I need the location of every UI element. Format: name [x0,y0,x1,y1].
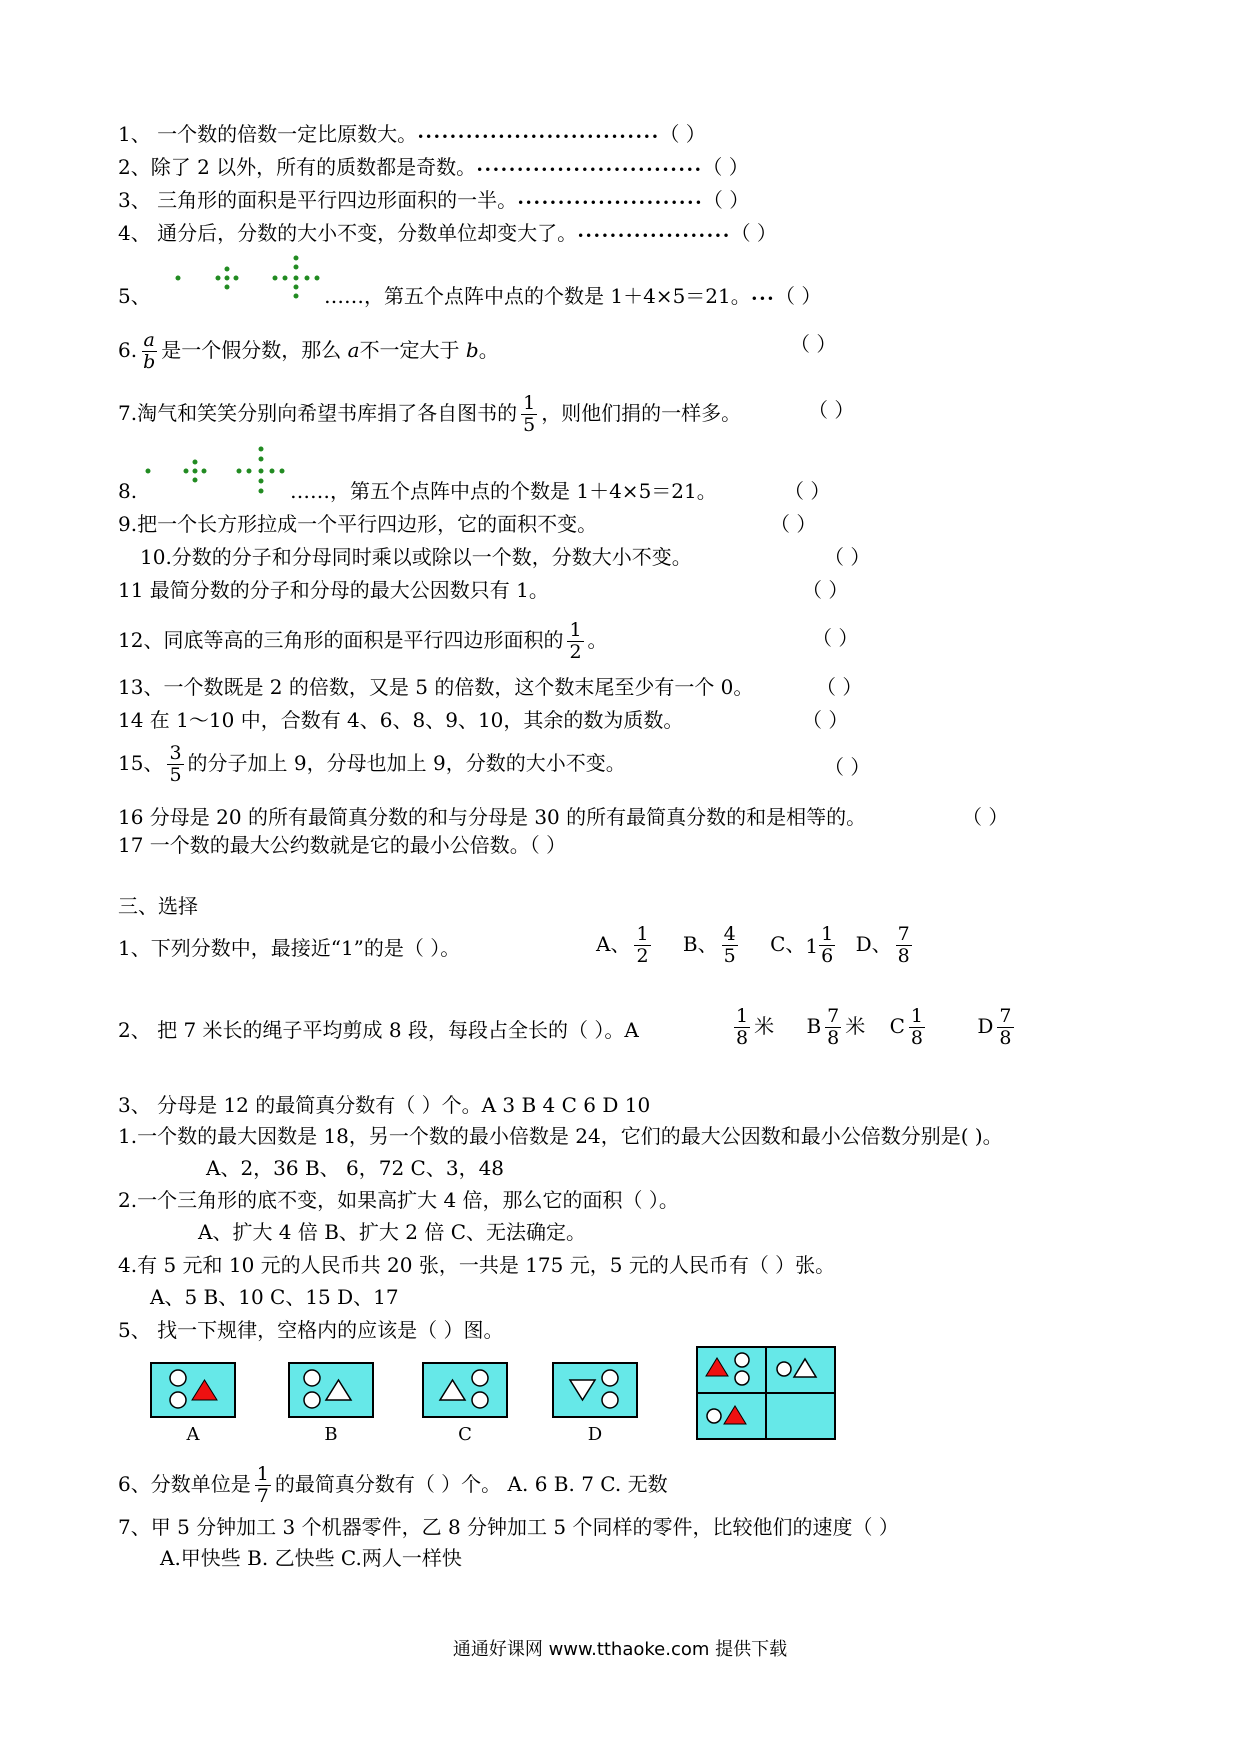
judge-q13-paren: （ ） [816,675,863,699]
pattern-label-a: A [186,1424,200,1445]
pattern-option-c [422,1362,508,1418]
judge-q12: 12、同底等高的三角形的面积是平行四边形面积的 $\frac{1}{2}$ 。 [118,619,608,663]
judge-q12-paren: （ ） [812,626,859,650]
judge-q10: 10.分数的分子和分母同时乘以或除以一个数，分数大小不变。 [140,545,692,569]
judge-q14-paren: （ ） [802,708,849,732]
judge-q4: 4、 通分后，分数的大小不变，分数单位却变大了。•••••••••••••••••••（ ） [118,221,777,245]
choice-d4: 4.有 5 元和 10 元的人民币共 20 张，一共是 175 元，5 元的人民币有（ ）张。 [118,1253,836,1277]
choice-q3: 3、 分母是 12 的最简真分数有（ ）个。A 3 B 4 C 6 D 10 [118,1093,651,1117]
judge-q11-paren: （ ） [802,578,849,602]
judge-q17: 17 一个数的最大公约数就是它的最小公倍数。（ ） [118,833,567,857]
judge-q6-paren: （ ） [790,332,837,356]
section-heading-choice: 三、选择 [118,894,198,918]
judge-q6: 6. $\frac{a}{b}$ 是一个假分数，那么 a不一定大于 b。 [118,329,499,373]
judge-q16: 16 分母是 20 的所有最简真分数的和与分母是 30 的所有最简真分数的和是相等的。 [118,805,867,829]
pattern-option-a [150,1362,236,1418]
judge-q15: 15、 $\frac{3}{5}$ 的分子加上 9，分母也加上 9，分数的大小不变。 [118,742,626,786]
choice-d1-options: A、2，36 B、 6，72 C、3，48 [206,1156,505,1180]
judge-q13: 13、一个数既是 2 的倍数，又是 5 的倍数，这个数末尾至少有一个 0。 [118,675,754,699]
dot-pattern-q5 [165,252,325,304]
choice-q2-options: $\frac{1}{8}$ 米 B $\frac{7}{8}$ 米 C $\frac{1}{8}$ D $\frac{7}{8}$ [736,1005,1012,1049]
choice-d2-options: A、扩大 4 倍 B、扩大 2 倍 C、无法确定。 [198,1220,587,1244]
judge-q9-paren: （ ） [770,512,817,536]
choice-d7-options: A.甲快些 B. 乙快些 C.两人一样快 [160,1546,462,1570]
judge-q8: ……，第五个点阵中点的个数是 1＋4×5＝21。 [290,479,717,503]
choice-q1-options: A、 $\frac{1}{2}$ B、 $\frac{4}{5}$ C、 1 $\frac{1}{6}$ D、 $\frac{7}{8}$ [596,923,910,967]
judge-q3: 3、 三角形的面积是平行四边形面积的一半。•••••••••••••••••••••••（ ） [118,188,750,212]
choice-d2: 2.一个三角形的底不变，如果高扩大 4 倍，那么它的面积（ ）。 [118,1188,679,1212]
choice-q2: 2、 把 7 米长的绳子平均剪成 8 段，每段占全长的（ ）。A [118,1018,639,1042]
judge-q8-number: 8. [118,479,138,503]
dot-pattern-q8 [135,445,295,497]
judge-q14: 14 在 1～10 中，合数有 4、6、8、9、10，其余的数为质数。 [118,708,684,732]
pattern-option-d [552,1362,638,1418]
judge-q1: 1、 一个数的倍数一定比原数大。••••••••••••••••••••••••••••••（ ） [118,122,706,146]
judge-q16-paren: （ ） [962,805,1009,829]
choice-d4-options: A、5 B、10 C、15 D、17 [150,1285,399,1309]
pattern-question-grid [696,1346,836,1440]
judge-q8-paren: （ ） [784,479,831,503]
choice-q1: 1、下列分数中，最接近“1”的是（ ）。 [118,936,461,960]
judge-q7-paren: （ ） [808,398,855,422]
judge-q15-paren: （ ） [824,755,871,779]
judge-q5: ……，第五个点阵中点的个数是 1＋4×5＝21。•••（ ） [324,284,822,308]
fraction-a-over-b: $\frac{a}{b}$ [143,329,156,373]
pattern-option-b [288,1362,374,1418]
judge-q9: 9.把一个长方形拉成一个平行四边形，它的面积不变。 [118,512,598,536]
choice-d6: 6、分数单位是 $\frac{1}{7}$ 的最简真分数有（ ）个。 A. 6 B. 7 C. 无数 [118,1463,668,1507]
footer-source: 通通好课网 www.tthaoke.com 提供下载 [452,1639,788,1660]
choice-d1: 1.一个数的最大因数是 18，另一个数的最小倍数是 24，它们的最大公因数和最小公倍数分别是( )。 [118,1124,1003,1148]
judge-q10-paren: （ ） [824,545,871,569]
judge-q2: 2、除了 2 以外，所有的质数都是奇数。••••••••••••••••••••••••••••（ ） [118,155,749,179]
choice-d7: 7、甲 5 分钟加工 3 个机器零件，乙 8 分钟加工 5 个同样的零件，比较他们的速度（ ） [118,1515,899,1539]
judge-q11: 11 最简分数的分子和分母的最大公因数只有 1。 [118,578,549,602]
judge-q5-number: 5、 [118,284,151,308]
choice-d5: 5、 找一下规律，空格内的应该是（ ）图。 [118,1318,504,1342]
pattern-label-b: B [324,1424,338,1445]
pattern-label-d: D [587,1424,603,1445]
judge-q7: 7.淘气和笑笑分别向希望书库捐了各自图书的 $\frac{1}{5}$ ，则他们捐的一样多。 [118,392,742,436]
pattern-label-c: C [458,1424,472,1445]
